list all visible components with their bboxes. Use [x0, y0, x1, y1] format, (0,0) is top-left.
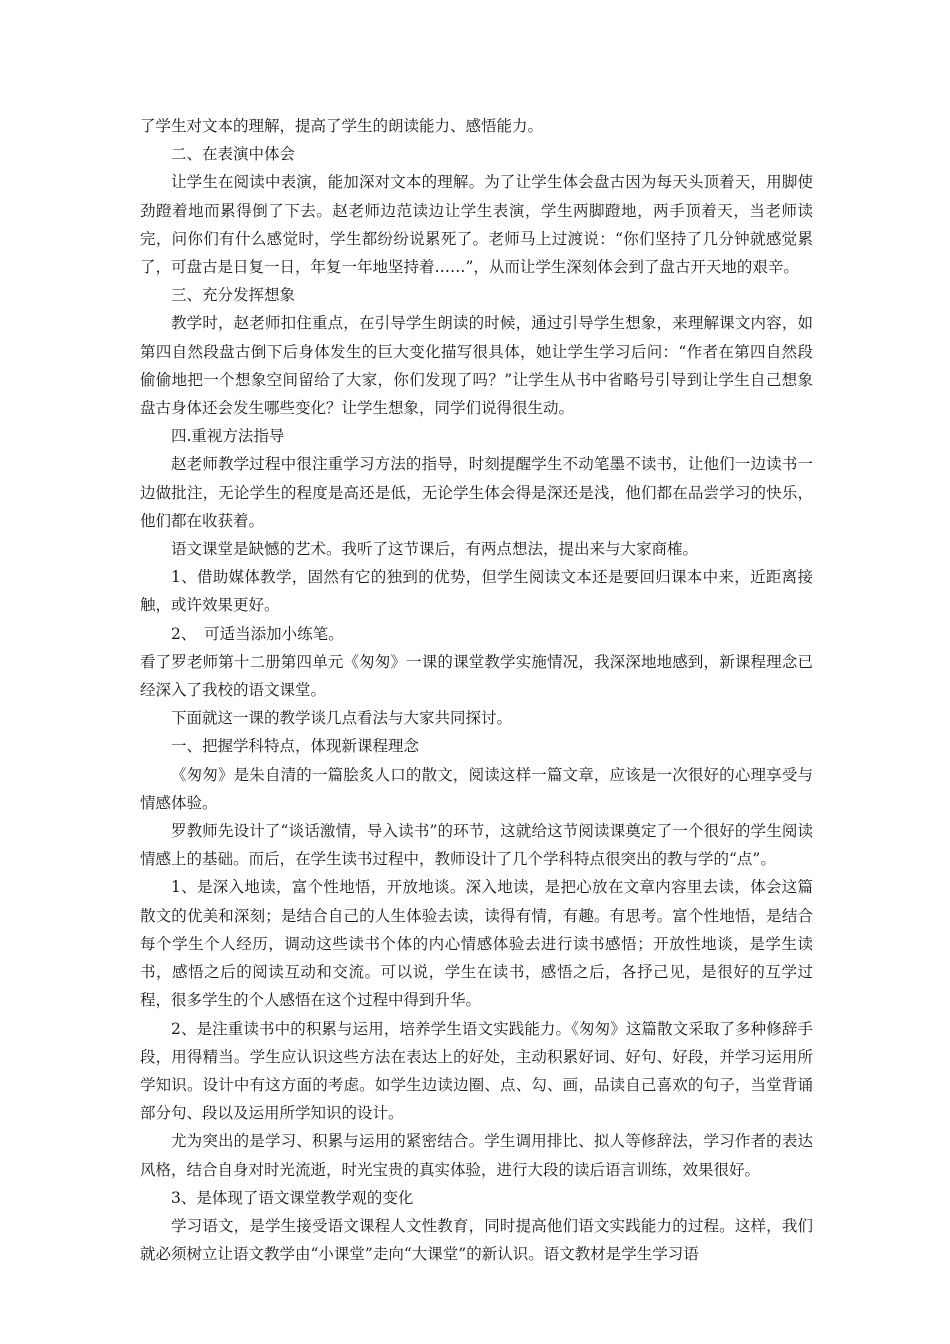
- paragraph-15: 罗教师先设计了“谈话激情，导入读书”的环节，这就给这节阅读课奠定了一个很好的学生阅读情感上的基础。而后，在学生读书过程中，教师设计了几个学科特点很突出的教与学的“点”。: [140, 822, 813, 869]
- paragraph-12: 下面就这一课的教学谈几点看法与大家共同探讨。: [171, 709, 513, 728]
- paragraph-14: 《匆匆》是朱自清的一篇脍炙人口的散文，阅读这样一篇文章，应该是一次很好的心理享受与情感体验。: [140, 765, 813, 812]
- section-heading-19: 3、是体现了语文课堂教学观的变化: [171, 1188, 414, 1207]
- list-item-9: 1、借助媒体教学，固然有它的独到的优势，但学生阅读文本还是要回归课本中来，近距离接触，或许效果更好。: [140, 568, 813, 615]
- list-item-10: 2、 可适当添加小练笔。: [171, 624, 344, 643]
- paragraph-11: 看了罗老师第十二册第四单元《匆匆》一课的课堂教学实施情况，我深深地地感到，新课程理念已经深入了我校的语文课堂。: [140, 652, 813, 700]
- paragraph-8: 语文课堂是缺憾的艺术。我听了这节课后，有两点想法，提出来与大家商榷。: [171, 540, 699, 559]
- section-heading-6: 四.重视方法指导: [171, 427, 285, 446]
- paragraph-18: 尤为突出的是学习、积累与运用的紧密结合。学生调用排比、拟人等修辞法，学习作者的表达风格，结合自身对时光流逝，时光宝贵的真实体验，进行大段的读后语言训练，效果很好。: [140, 1132, 813, 1179]
- paragraph-16: 1、是深入地读，富个性地悟，开放地谈。深入地读，是把心放在文章内容里去读，体会这篇散文的优美和深刻；是结合自己的人生体验去读，读得有情，有趣。有思考。富个性地悟，是结合每个学生个人经历，调动这些读书个体的内心情感体验去进行读书感悟；开放性地谈，是学生读书，感悟之后的阅读互动和交流。可以说，学生在读书，感悟之后，各抒己见，是很好的互学过程，很多学生的个人感悟在这个过程中得到升华。: [140, 878, 813, 1010]
- section-heading-4: 三、充分发挥想象: [171, 286, 296, 305]
- document-body: [140, 112, 813, 1268]
- section-heading-13: 一、把握学科特点，体现新课程理念: [171, 737, 420, 756]
- paragraph-7: 赵老师教学过程中很注重学习方法的指导，时刻提醒学生不动笔墨不读书，让他们一边读书一边做批注，无论学生的程度是高还是低，无论学生体会得是深还是浅，他们都在品尝学习的快乐，他们都在收获着。: [140, 455, 813, 530]
- section-heading-2: 二、在表演中体会: [171, 145, 296, 164]
- paragraph-3: 让学生在阅读中表演，能加深对文本的理解。为了让学生体会盘古因为每天头顶着天，用脚使劲蹬着地而累得倒了下去。赵老师边范读边让学生表演，学生两脚蹬地，两手顶着天，当老师读完，问你们有什么感觉时，学生都纷纷说累死了。老师马上过渡说：“你们坚持了几分钟就感觉累了，可盘古是日复一日，年复一年地坚持着……”，从而让学生深刻体会到了盘古开天地的艰辛。: [140, 173, 813, 277]
- paragraph-1: 了学生对文本的理解，提高了学生的朗读能力、感悟能力。: [140, 117, 544, 135]
- paragraph-17: 2、是注重读书中的积累与运用，培养学生语文实践能力。《匆匆》这篇散文采取了多种修辞手段，用得精当。学生应认识这些方法在表达上的好处，主动积累好词、好句、好段，并学习运用所学知识。设计中有这方面的考虑。如学生边读边圈、点、勾、画，品读自己喜欢的句子，当堂背诵部分句、段以及运用所学知识的设计。: [140, 1019, 813, 1123]
- paragraph-5: 教学时，赵老师扣住重点，在引导学生朗读的时候，通过引导学生想象，来理解课文内容，如第四自然段盘古倒下后身体发生的巨大变化描写很具体，她让学生学习后问：“作者在第四自然段偷偷地把一个想象空间留给了大家，你们发现了吗？”让学生从书中省略号引导到让学生自己想象盘古身体还会发生哪些变化？让学生想象，同学们说得很生动。: [140, 314, 813, 418]
- paragraph-20: 学习语文，是学生接受语文课程人文性教育，同时提高他们语文实践能力的过程。这样，我们就必须树立让语文教学由“小课堂”走向“大课堂”的新认识。语文教材是学生学习语: [140, 1216, 813, 1264]
